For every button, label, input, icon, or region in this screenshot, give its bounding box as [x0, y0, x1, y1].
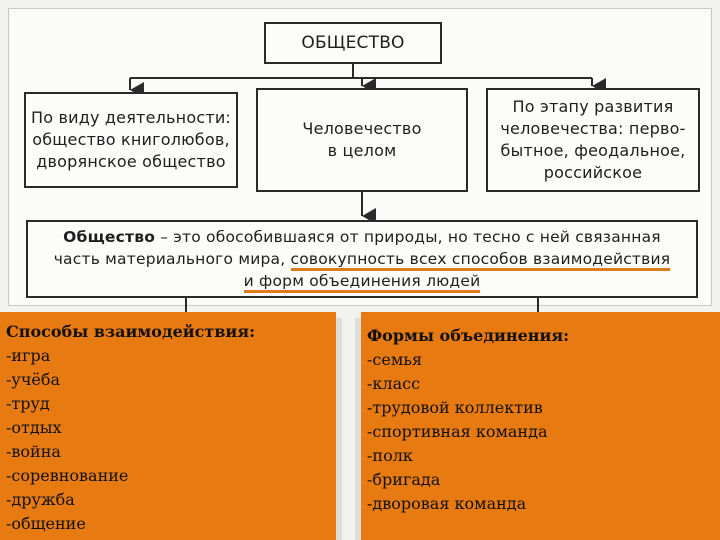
branch-by-activity-box [24, 92, 238, 188]
branch-center-line-2: в целом [327, 141, 397, 160]
definition-highlight-ways: совокупность всех способов взаимодействия [291, 250, 671, 271]
definition-term: Общество [63, 228, 156, 246]
definition-line-3 [28, 270, 696, 292]
list-item: -соревнование [6, 466, 129, 485]
branch-left-line-3: дворянское общество [36, 152, 226, 171]
branch-by-stage-box [486, 88, 700, 192]
interaction-methods-title: Способы взаимодействия: [6, 322, 256, 341]
list-item: -трудовой коллектив [367, 398, 543, 417]
interaction-methods-panel [0, 312, 336, 540]
branch-right-line-1: По этапу развития [512, 97, 674, 116]
list-item: -дружба [6, 490, 75, 509]
branch-left-line-2: общество книголюбов, [32, 130, 230, 149]
interaction-methods-list [6, 344, 330, 536]
society-root-label: ОБЩЕСТВО [301, 33, 405, 53]
list-item: -полк [367, 446, 413, 465]
society-definition-box [26, 220, 698, 298]
branch-center-line-1: Человечество [302, 119, 422, 138]
branch-right-line-3: бытное, феодальное, [500, 141, 686, 160]
list-item: -игра [6, 346, 51, 365]
definition-line-2-plain: часть материального мира, [53, 250, 291, 268]
list-item: -класс [367, 374, 421, 393]
definition-line-1 [28, 226, 696, 248]
definition-line-1-rest: – это обособившаяся от природы, но тесно с ней связанная [155, 228, 661, 246]
society-root-box [264, 22, 442, 64]
definition-line-2 [28, 248, 696, 270]
association-forms-panel [361, 312, 720, 540]
branch-right-line-2: человечества: перво- [500, 119, 686, 138]
list-item: -война [6, 442, 61, 461]
association-forms-list [367, 348, 714, 516]
list-item: -спортивная команда [367, 422, 548, 441]
list-item: -семья [367, 350, 423, 369]
list-item: -труд [6, 394, 50, 413]
branch-right-line-4: российское [543, 163, 643, 182]
branch-humanity-box [256, 88, 468, 192]
panel-gap-left [336, 318, 342, 540]
list-item: -учёба [6, 370, 61, 389]
list-item: -бригада [367, 470, 441, 489]
branch-left-line-1: По виду деятельности: [30, 108, 232, 127]
definition-highlight-forms: и форм объединения людей [244, 272, 481, 293]
list-item: -дворовая команда [367, 494, 527, 513]
association-forms-title: Формы объединения: [367, 326, 570, 345]
list-item: -отдых [6, 418, 62, 437]
list-item: -общение [6, 514, 86, 533]
